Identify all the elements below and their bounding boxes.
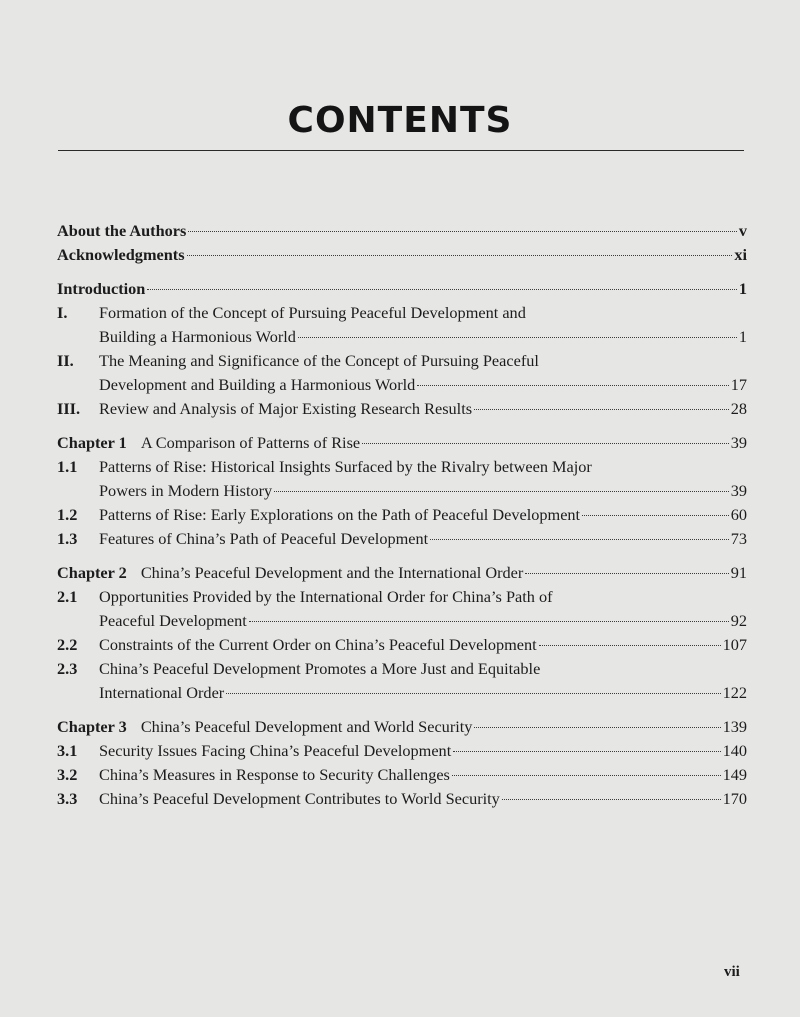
entry-page-number: xi (734, 245, 747, 264)
toc-entry (57, 657, 747, 705)
toc-group (57, 277, 747, 421)
toc-entry (57, 633, 747, 657)
dot-leader (188, 231, 736, 232)
entry-title: China’s Peaceful Development and World Security (140, 717, 473, 736)
entry-number: 1.3 (57, 529, 78, 548)
entry-title: Opportunities Provided by the International Order for China’s Path of (99, 587, 553, 606)
entry-page-number: 1 (738, 279, 747, 298)
toc-group (57, 431, 747, 551)
entry-page-number: 170 (722, 789, 747, 808)
entry-number: 1.2 (57, 505, 78, 524)
toc-entry (57, 431, 747, 455)
dot-leader (474, 409, 729, 410)
dot-leader (474, 727, 720, 728)
dot-leader (147, 289, 736, 290)
entry-page-number: 17 (730, 375, 747, 394)
title-rule (58, 150, 744, 151)
entry-page-number: 39 (730, 433, 747, 452)
entry-page-number: 149 (722, 765, 747, 784)
entry-number: 2.2 (57, 635, 78, 654)
dot-leader (298, 337, 737, 338)
toc-entry (57, 397, 747, 421)
page-title: CONTENTS (287, 100, 513, 141)
dot-leader (362, 443, 729, 444)
toc-entry (57, 301, 747, 349)
entry-title: The Meaning and Significance of the Concept of Pursuing Peaceful (99, 351, 539, 370)
toc-entry (57, 349, 747, 397)
entry-number: I. (57, 303, 68, 322)
entry-page-number: 1 (738, 327, 747, 346)
entry-title: China’s Peaceful Development Contributes to World Security (99, 789, 500, 808)
entry-page-number: 122 (722, 683, 747, 702)
entry-title: Features of China’s Path of Peaceful Development (99, 529, 429, 548)
chapter-number: Chapter 2 (57, 563, 127, 582)
entry-title: China’s Measures in Response to Security Challenges (99, 765, 450, 784)
dot-leader (187, 255, 733, 256)
entry-title: Peaceful Development (99, 611, 247, 630)
entry-number: 2.3 (57, 659, 78, 678)
dot-leader (525, 573, 728, 574)
entry-page-number: 73 (730, 529, 747, 548)
entry-page-number: 39 (730, 481, 747, 500)
dot-leader (452, 775, 721, 776)
entry-title: A Comparison of Patterns of Rise (140, 433, 361, 452)
dot-leader (453, 751, 720, 752)
entry-title: Review and Analysis of Major Existing Research Results (99, 399, 473, 418)
entry-title: Patterns of Rise: Historical Insights Surfaced by the Rivalry between Major (99, 457, 592, 476)
entry-number: III. (57, 399, 81, 418)
entry-number: 2.1 (57, 587, 78, 606)
entry-page-number: 91 (730, 563, 747, 582)
toc-entry (57, 243, 747, 267)
entry-page-number: 107 (722, 635, 747, 654)
entry-title: China’s Peaceful Development Promotes a More Just and Equitable (99, 659, 541, 678)
toc-entry (57, 527, 747, 551)
entry-title: Security Issues Facing China’s Peaceful Development (99, 741, 452, 760)
toc-group (57, 219, 747, 267)
entry-number: 3.1 (57, 741, 78, 760)
entry-number: 3.2 (57, 765, 78, 784)
toc-entry (57, 277, 747, 301)
toc-entry (57, 561, 747, 585)
table-of-contents (57, 219, 747, 821)
entry-title: Constraints of the Current Order on China’s Peaceful Development (99, 635, 537, 654)
dot-leader (430, 539, 729, 540)
dot-leader (502, 799, 721, 800)
dot-leader (226, 693, 720, 694)
toc-entry (57, 455, 747, 503)
entry-page-number: v (738, 221, 747, 240)
entry-title: About the Authors (57, 221, 187, 240)
chapter-number: Chapter 1 (57, 433, 127, 452)
entry-page-number: 60 (730, 505, 747, 524)
dot-leader (539, 645, 721, 646)
entry-title: International Order (99, 683, 225, 702)
entry-title: Formation of the Concept of Pursuing Peaceful Development and (99, 303, 526, 322)
entry-number: 3.3 (57, 789, 78, 808)
dot-leader (274, 491, 729, 492)
toc-entry (57, 503, 747, 527)
entry-title: China’s Peaceful Development and the International Order (140, 563, 524, 582)
entry-number: 1.1 (57, 457, 78, 476)
toc-entry (57, 763, 747, 787)
entry-title: Patterns of Rise: Early Explorations on the Path of Peaceful Development (99, 505, 581, 524)
entry-page-number: 92 (730, 611, 747, 630)
toc-entry (57, 219, 747, 243)
toc-group (57, 561, 747, 705)
chapter-number: Chapter 3 (57, 717, 127, 736)
dot-leader (249, 621, 729, 622)
entry-page-number: 28 (730, 399, 747, 418)
entry-title: Development and Building a Harmonious World (99, 375, 416, 394)
entry-number: II. (57, 351, 74, 370)
page-folio: vii (724, 964, 740, 980)
entry-title: Powers in Modern History (99, 481, 273, 500)
entry-page-number: 139 (722, 717, 747, 736)
toc-entry (57, 739, 747, 763)
toc-entry (57, 787, 747, 811)
entry-title: Building a Harmonious World (99, 327, 296, 346)
dot-leader (582, 515, 729, 516)
toc-entry (57, 715, 747, 739)
entry-page-number: 140 (722, 741, 747, 760)
toc-group (57, 715, 747, 811)
toc-entry (57, 585, 747, 633)
dot-leader (417, 385, 728, 386)
entry-title: Acknowledgments (57, 245, 185, 264)
entry-title: Introduction (57, 279, 146, 298)
